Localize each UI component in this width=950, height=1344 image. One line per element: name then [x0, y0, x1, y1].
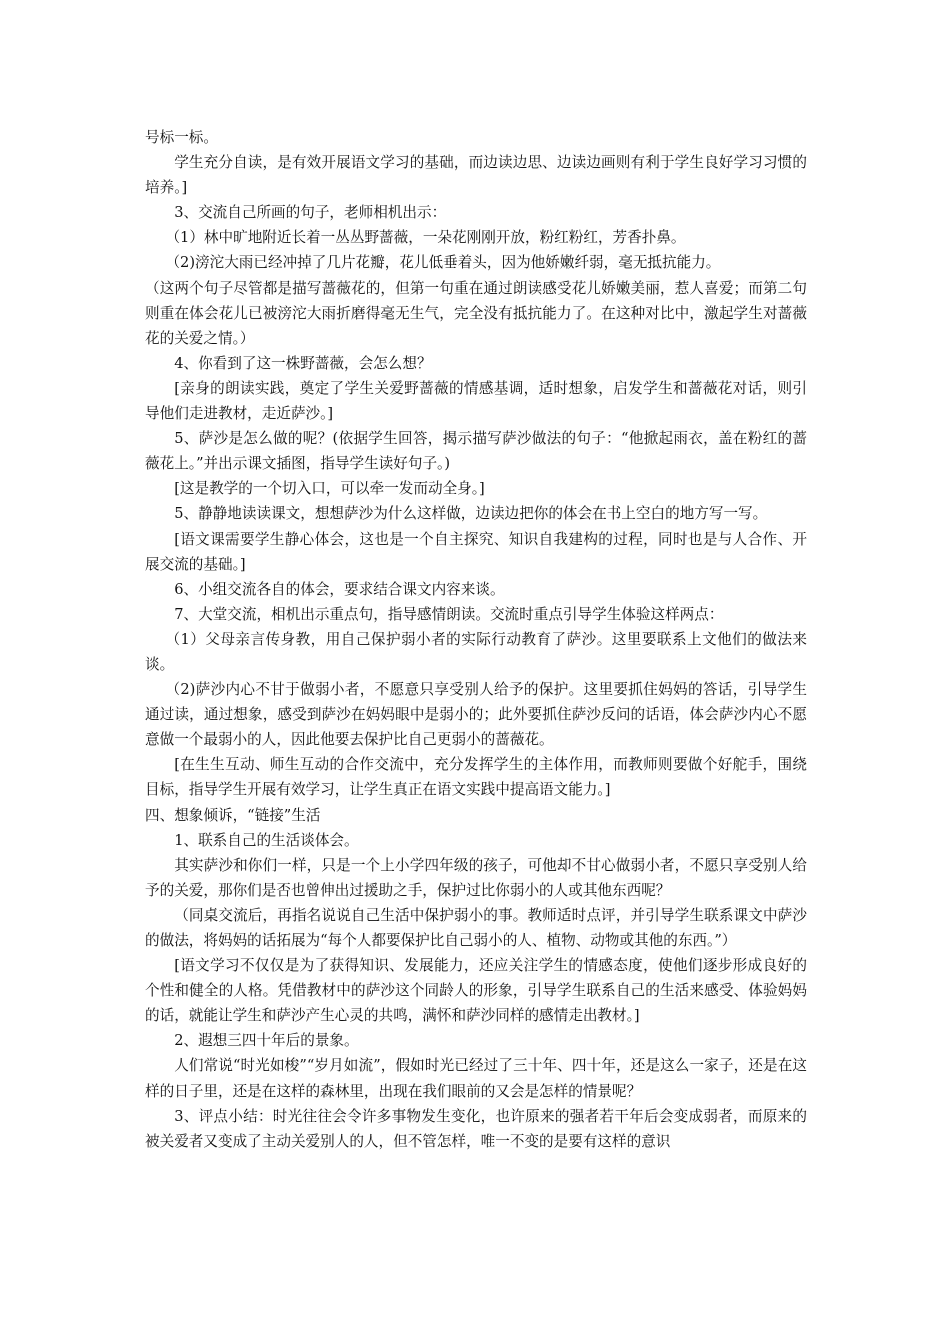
- paragraph: 4、你看到了这一株野蔷薇，会怎么想？: [174, 354, 432, 372]
- paragraph: （这两个句子尽管都是描写蔷薇花的，但第一句重在通过朗读感受花儿娇嫩美丽，惹人喜爱；而第二句则重在体会花儿已被滂沱大雨折磨得毫无生气，完全没有抵抗能力了。在这种对比中，激起学生对蔷薇花的关爱之情。）: [145, 279, 807, 347]
- paragraph: 学生充分自读，是有效开展语文学习的基础，而边读边思、边读边画则有利于学生良好学习习惯的培养。]: [145, 154, 807, 197]
- paragraph: （2)萨沙内心不甘于做弱小者，不愿意只享受别人给予的保护。这里要抓住妈妈的答话，引导学生通过读，通过想象，感受到萨沙在妈妈眼中是弱小的；此外要抓住萨沙反问的话语，体会萨沙内心不愿意做一个最弱小的人，因此他要去保护比自己更弱小的蔷薇花。: [145, 681, 807, 749]
- paragraph: 2、遐想三四十年后的景象。: [174, 1032, 359, 1050]
- paragraph: [语文学习不仅仅是为了获得知识、发展能力，还应关注学生的情感态度，使他们逐步形成良好的个性和健全的人格。凭借教材中的萨沙这个同龄人的形象，引导学生联系自己的生活来感受、体验妈妈的话，就能让学生和萨沙产生心灵的共鸣，满怀和萨沙同样的感情走出教材。]: [145, 957, 807, 1025]
- paragraph: 1、联系自己的生活谈体会。: [174, 831, 359, 849]
- paragraph: （1）林中旷地附近长着一丛丛野蔷薇，一朵花刚刚开放，粉红粉红，芳香扑鼻。: [165, 229, 686, 247]
- paragraph: [语文课需要学生静心体会，这也是一个自主探究、知识自我建构的过程，同时也是与人合作、开展交流的基础。]: [145, 530, 807, 573]
- paragraph: 3、交流自己所画的句子，老师相机出示：: [174, 204, 447, 222]
- paragraph: （2)滂沱大雨已经冲掉了几片花瓣，花儿低垂着头，因为他娇嫩纤弱，毫无抵抗能力。: [165, 254, 721, 272]
- paragraph: 7、大堂交流，相机出示重点句，指导感情朗读。交流时重点引导学生体验这样两点：: [174, 605, 724, 623]
- paragraph: 6、小组交流各自的体会，要求结合课文内容来谈。: [174, 580, 505, 598]
- document-body: [145, 125, 807, 1154]
- paragraph: 其实萨沙和你们一样，只是一个上小学四年级的孩子，可他却不甘心做弱小者，不愿只享受别人给予的关爱，那你们是否也曾伸出过援助之手，保护过比你弱小的人或其他东西呢？: [145, 856, 807, 899]
- paragraph: [这是教学的一个切入口，可以牵一发而动全身。]: [174, 480, 485, 498]
- paragraph: [亲身的朗读实践，奠定了学生关爱野蔷薇的情感基调，适时想象，启发学生和蔷薇花对话，则引导他们走进教材，走近萨沙。]: [145, 379, 807, 423]
- section-heading: 四、想象倾诉，“链接”生活: [145, 806, 321, 824]
- paragraph: [在生生互动、师生互动的合作交流中，充分发挥学生的主体作用，而教师则要做个好舵手，围绕目标，指导学生开展有效学习，让学生真正在语文实践中提高语文能力。]: [145, 756, 807, 799]
- paragraph: （1）父母亲言传身教，用自己保护弱小者的实际行动教育了萨沙。这里要联系上文他们的做法来谈。: [145, 630, 807, 673]
- paragraph: 5、静静地读读课文，想想萨沙为什么这样做，边读边把你的体会在书上空白的地方写一写。: [174, 505, 768, 523]
- paragraph: 3、评点小结：时光往往会令许多事物发生变化，也许原来的强者若干年后会变成弱者，而原来的被关爱者又变成了主动关爱别人的人，但不管怎样，唯一不变的是要有这样的意识: [145, 1107, 807, 1150]
- paragraph: 人们常说“时光如梭”“岁月如流”，假如时光已经过了三十年、四十年，还是这么一家子，还是在这样的日子里，还是在这样的森林里，出现在我们眼前的又会是怎样的情景呢？: [145, 1057, 807, 1100]
- paragraph: 5、萨沙是怎么做的呢？(依据学生回答，揭示描写萨沙做法的句子：“他掀起雨衣，盖在粉红的蔷薇花上。”并出示课文插图，指导学生读好句子。): [145, 430, 807, 473]
- paragraph: 号标一标。: [145, 129, 218, 146]
- paragraph: （同桌交流后，再指名说说自己生活中保护弱小的事。教师适时点评，并引导学生联系课文中萨沙的做法，将妈妈的话拓展为“每个人都要保护比自己弱小的人、植物、动物或其他的东西。”）: [145, 906, 807, 949]
